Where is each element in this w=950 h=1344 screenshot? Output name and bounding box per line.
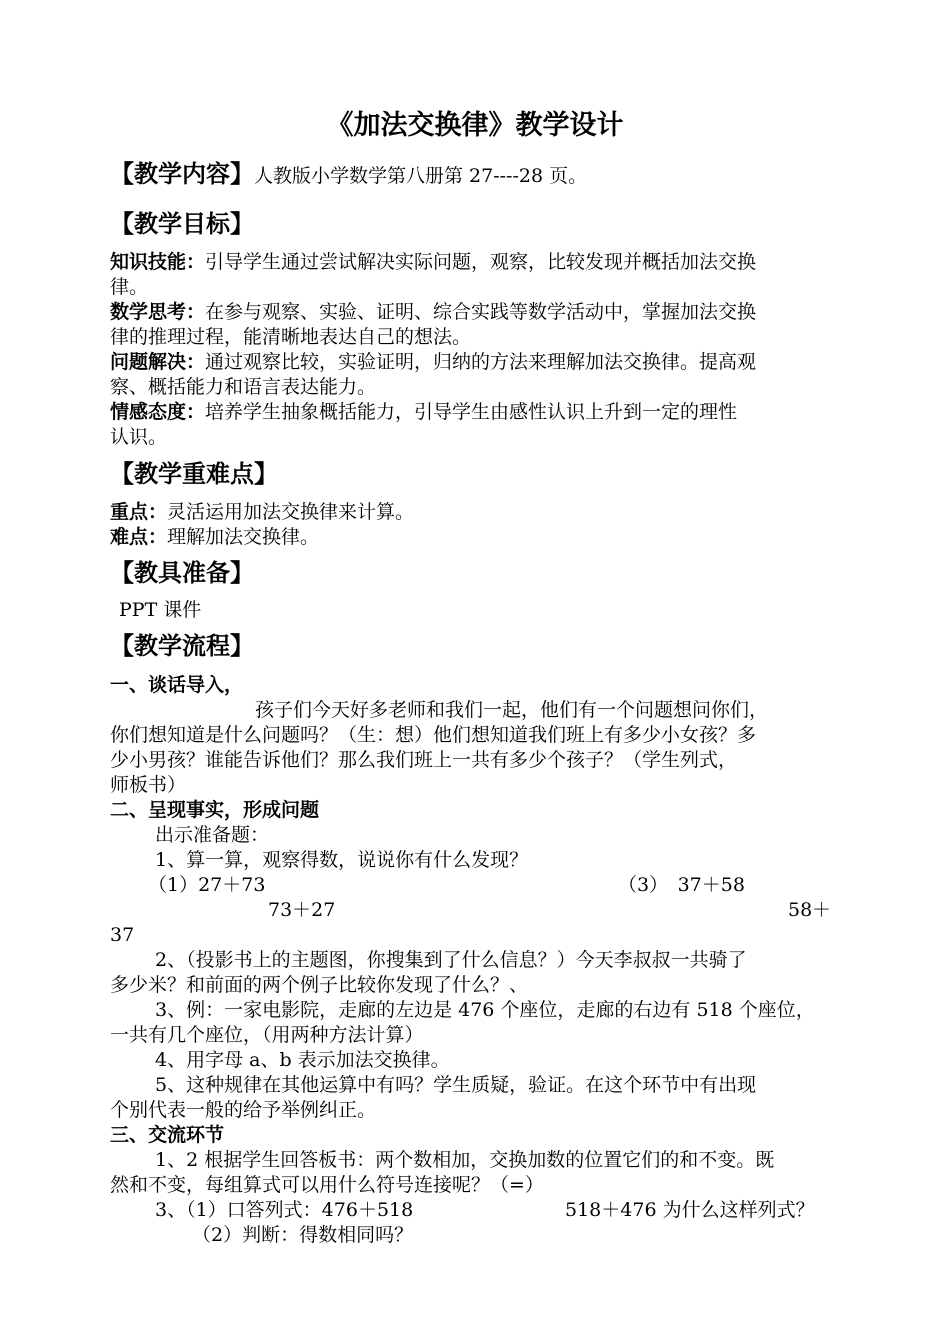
teaching-content-text: 人教版小学数学第八册第 27----28 页。 — [254, 165, 588, 187]
section-intro-line2: 你们想知道是什么问题吗？（生：想）他们想知道我们班上有多少小女孩？多 — [110, 724, 757, 746]
question-3-line1: 3、例：一家电影院，走廊的左边是 476 个座位，走廊的右边有 518 个座位， — [155, 999, 815, 1021]
question-1: 1、算一算，观察得数，说说你有什么发现？ — [155, 849, 529, 871]
goal-emotion-text: 培养学生抽象概括能力，引导学生由感性认识上升到一定的理性 — [205, 401, 738, 423]
expression-1b: 73＋27 — [268, 899, 336, 921]
exchange-line3b: 518＋476 为什么这样列式？ — [565, 1199, 815, 1221]
teaching-content-line — [110, 158, 587, 192]
keypoint-key-label: 重点： — [110, 501, 168, 523]
expression-3b: 58＋ — [788, 899, 832, 921]
goal-problem-line2: 察、概括能力和语言表达能力。 — [110, 376, 377, 398]
section-present-title: 二、呈现事实，形成问题 — [110, 799, 320, 821]
teaching-goals-heading: 【教学目标】 — [110, 210, 254, 238]
expression-3a: （3） 37＋58 — [618, 874, 745, 896]
exchange-line4: （2）判断：得数相同吗？ — [192, 1224, 414, 1246]
goal-thinking-text: 在参与观察、实验、证明、综合实践等数学活动中，掌握加法交换 — [205, 301, 757, 323]
exchange-line1: 1、2 根据学生回答板书：两个数相加，交换加数的位置它们的和不变。既 — [155, 1149, 775, 1171]
question-2-line1: 2、（投影书上的主题图，你搜集到了什么信息？）今天李叔叔一共骑了 — [155, 949, 747, 971]
goal-problem-label: 问题解决： — [110, 351, 206, 373]
tools-heading: 【教具准备】 — [110, 559, 254, 587]
section-intro-title: 一、谈话导入， — [110, 674, 244, 696]
goal-knowledge-text: 引导学生通过尝试解决实际问题，观察，比较发现并概括加法交换 — [205, 251, 757, 273]
expression-1a: （1）27＋73 — [148, 874, 266, 896]
process-heading: 【教学流程】 — [110, 632, 254, 660]
section-intro-line3: 少小男孩？谁能告诉他们？那么我们班上一共有多少个孩子？（学生列式， — [110, 749, 738, 771]
goal-problem-text: 通过观察比较，实验证明，归纳的方法来理解加法交换律。提高观 — [205, 351, 757, 373]
question-5-line2: 个别代表一般的给予举例纠正。 — [110, 1099, 377, 1121]
goal-emotion-line2: 认识。 — [110, 426, 168, 448]
keypoint-difficult-text: 理解加法交换律。 — [167, 526, 320, 548]
keypoints-heading: 【教学重难点】 — [110, 460, 278, 488]
goal-knowledge-line2: 律。 — [110, 276, 149, 298]
keypoint-key-line — [110, 500, 414, 525]
question-5-line1: 5、这种规律在其他运算中有吗？学生质疑，验证。在这个环节中有出现 — [155, 1074, 757, 1096]
goal-thinking-label: 数学思考： — [110, 301, 206, 323]
keypoint-difficult-line — [110, 525, 319, 550]
exchange-line2: 然和不变，每组算式可以用什么符号连接呢？（=） — [110, 1174, 544, 1196]
document-title: 《加法交换律》教学设计 — [326, 110, 624, 141]
question-4: 4、用字母 a、b 表示加法交换律。 — [155, 1049, 450, 1071]
section-intro-line1: 孩子们今天好多老师和我们一起，他们有一个问题想问你们， — [255, 699, 769, 721]
keypoint-key-text: 灵活运用加法交换律来计算。 — [167, 501, 415, 523]
teaching-content-heading: 【教学内容】 — [110, 160, 254, 188]
question-2-line2: 多少米？和前面的两个例子比较你发现了什么？、 — [110, 974, 529, 996]
keypoint-difficult-label: 难点： — [110, 526, 168, 548]
goal-knowledge-line1 — [110, 250, 756, 275]
goal-thinking-line2: 律的推理过程，能清晰地表达自己的想法。 — [110, 326, 472, 348]
tools-text: PPT 课件 — [119, 599, 202, 621]
goal-emotion-label: 情感态度： — [110, 401, 206, 423]
exchange-line3a: 3、（1）口答列式：476＋518 — [155, 1199, 414, 1221]
goal-knowledge-label: 知识技能： — [110, 251, 206, 273]
section-exchange-title: 三、交流环节 — [110, 1124, 225, 1146]
goal-emotion-line1 — [110, 400, 737, 425]
section-present-intro: 出示准备题： — [155, 824, 270, 846]
goal-thinking-line1 — [110, 300, 756, 325]
expression-3c: 37 — [110, 924, 135, 946]
section-intro-line4: 师板书） — [110, 774, 187, 796]
question-3-line2: 一共有几个座位，（用两种方法计算） — [110, 1024, 424, 1046]
goal-problem-line1 — [110, 350, 756, 375]
